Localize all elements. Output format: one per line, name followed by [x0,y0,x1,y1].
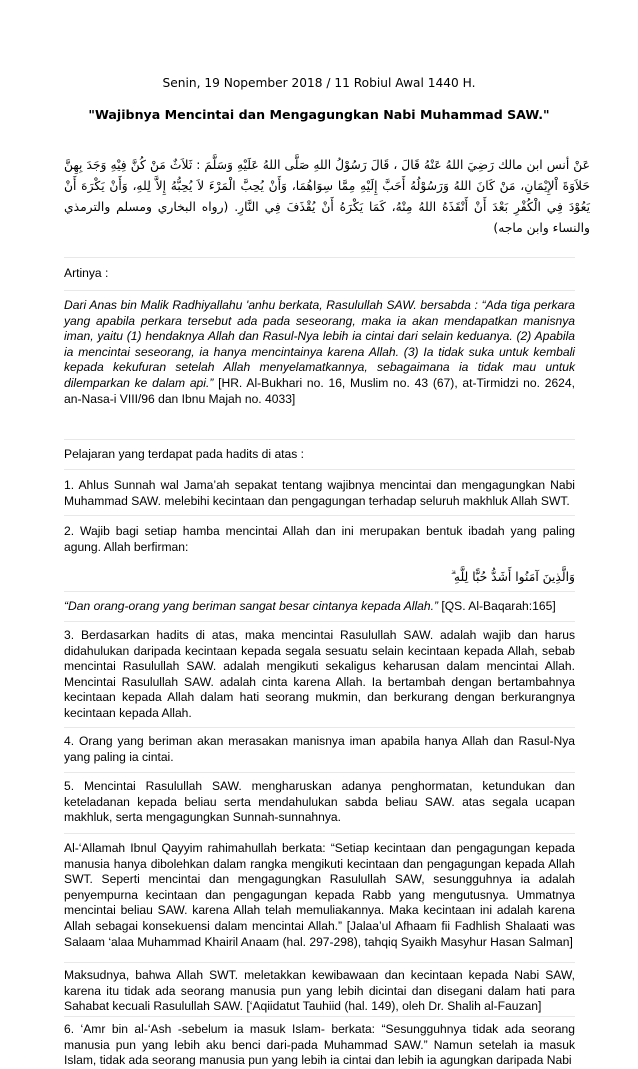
divider [64,469,575,470]
divider [64,290,575,291]
divider [64,1016,575,1017]
artinya-paragraph [64,298,575,407]
divider [64,591,575,592]
ibnul-qayyim-quote: Al-‘Allamah Ibnul Qayyim rahimahullah berkata: “Setiap kecintaan dan pengagungan kepada manusia hanya dibolehkan dalam rangka mengikuti kecintaan dan pengagungan kepada Allah SWT. Seperti mencintai dan mengagungkan Rasulullah SAW, sesungguhnya ia adalah penyempurna kecintaan dan pengagungan kepada Rabb yang mengutusnya. Ummatnya mencintai beliau SAW. karena Allah telah memuliakannya. Maka kecintaan ini adalah karena Allah sebagai konsekuensi dalam mencintai Allah.” [Jalaa’ul Afhaam fii Fadhlish Shalaati was Salaam ‘alaa Muhammad Khairil Anaam (hal. 297-298), tahqiq Syaikh Masyhur Hasan Salman] [64,841,575,949]
lesson-point-3: 3. Berdasarkan hadits di atas, maka mencintai Rasulullah SAW. adalah wajib dan harus didahulukan daripada kecintaan kepada segala sesuatu selain kecintaan kepada Allah, sebab mencintai Rasulullah SAW. adalah mengikuti sekaligus keharusan dalam mencintai Allah. Mencintai Rasulullah SAW. adalah cinta karena Allah. Ia bertambah dengan bertambahnya kecintaan kepada Allah dalam hati seorang mukmin, dan berkurang dengan berkurangnya kecintaan kepada Allah. [64,628,575,720]
quran-translation: “Dan orang-orang yang beriman sangat besar cintanya kepada Allah.” [64,599,439,613]
hadith-arabic-text: عَنْ أنس ابن مالك رَضِيَ اللهُ عَنْهُ قَالَ ، قَالَ رَسُوْلُ اللهِ صَلَّى اللهُ عَلَيْهِ وَسَلَّمَ : ثَلاَثٌ مَنْ كُنَّ فِيْهِ وَجَدَ بِهِنَّ حَلاَوَةَ اْلإِيْمَانِ، مَنْ كَانَ اللهُ وَرَسُوْلُهُ أَحَبَّ إِلَيْهِ مِمَّا سِوَاهُمَا، وَأَنْ يُحِبَّ الْمَرْءَ لاَ يُحِبُّهُ إِلاَّ لِلهِ، وَأَنْ يَكْرَهَ أَنْ يَعُوْدَ فِي الْكُفْرِ بَعْدَ أَنْ أَنْقَذَهُ اللهُ مِنْهُ، كَمَا يَكْرَهُ أَنْ يُقْذَفَ فِي النَّارِ. (رواه البخاري ومسلم والترمذي والنساء وابن ماجه) [64,158,590,235]
divider [64,772,575,773]
quran-reference: [QS. Al-Baqarah:165] [441,599,556,613]
hadith-reference: [HR. Al-Bukhari no. 16, Muslim no. 43 (67), at-Tirmidzi no. 2624, an-Nasa-i VIII/96 dan Ibnu Majah no. 4033] [64,375,575,406]
maksudnya-paragraph: Maksudnya, bahwa Allah SWT. meletakkan kewibawaan dan kecintaan kepada Nabi SAW, karena itu tidak ada seorang manusia pun yang lebih dicintai dan disegani dalam hati para Sahabat kecuali Rasulullah SAW. [‘Aqiidatut Tauhiid (hal. 149), oleh Dr. Shalih al-Fauzan] [64,968,575,1014]
divider [64,727,575,728]
divider [64,257,575,258]
hadith-translation: Dari Anas bin Malik Radhiyallahu 'anhu berkata, Rasulullah SAW. bersabda : “Ada tiga perkara yang apabila perkara tersebut ada pada seseorang, maka ia akan mendapatkan manisnya iman, yaitu (1) hendaknya Allah dan Rasul-Nya lebih ia cintai dari selain keduanya. (2) Apabila ia mencintai seseorang, ia hanya mencintainya karena Allah. (3) Ia tidak suka untuk kembali kepada kekufuran setelah Allah menyelamatkannya, sebagaimana ia tidak mau untuk dilemparkan ke dalam api.” [64,298,575,390]
lesson-point-1: 1. Ahlus Sunnah wal Jama’ah sepakat tentang wajibnya mencintai dan mengagungkan Nabi Muhammad SAW. melebihi kecintaan dan pengagungan terhadap seluruh makhluk Allah SWT. [64,478,575,508]
lesson-point-4: 4. Orang yang beriman akan merasakan manisnya iman apabila hanya Allah dan Rasul-Nya yang paling ia cintai. [64,734,575,764]
lesson-point-5: 5. Mencintai Rasulullah SAW. mengharuskan adanya penghormatan, ketundukan dan keteladanan kepada beliau serta mendahulukan sabda beliau SAW. atas segala ucapan makhluk, serta mengagungkan Sunnah-sunnahnya. [64,779,575,825]
document-title: "Wajibnya Mencintai dan Mengagungkan Nabi Muhammad SAW." [88,107,550,122]
lesson-point-2: 2. Wajib bagi setiap hamba mencintai Allah dan ini merupakan bentuk ibadah yang paling agung. Allah berfirman: [64,524,575,554]
lesson-point-6: 6. ‘Amr bin al-‘Ash -sebelum ia masuk Islam- berkata: “Sesungguhnya tidak ada seorang manusia pun yang lebih aku benci dari-pada Muhammad SAW.” Namun setelah ia masuk Islam, tidak ada seorang manusia pun yang lebih ia cintai dan lebih ia agungkan daripada Nabi [64,1022,575,1068]
divider [64,621,575,622]
document-date: Senin, 19 Nopember 2018 / 11 Robiul Awal 1440 H. [162,76,476,90]
divider [64,962,575,963]
divider [64,439,575,440]
divider [64,833,575,834]
divider [64,515,575,516]
artinya-label: Artinya : [64,266,109,280]
quran-translation-paragraph [64,599,575,615]
lessons-intro: Pelajaran yang terdapat pada hadits di atas : [64,447,305,461]
quran-verse-arabic: وَالَّذِينَ آمَنُوا أَشَدُّ حُبًّا لِلَّهِ ۗ [450,570,575,584]
